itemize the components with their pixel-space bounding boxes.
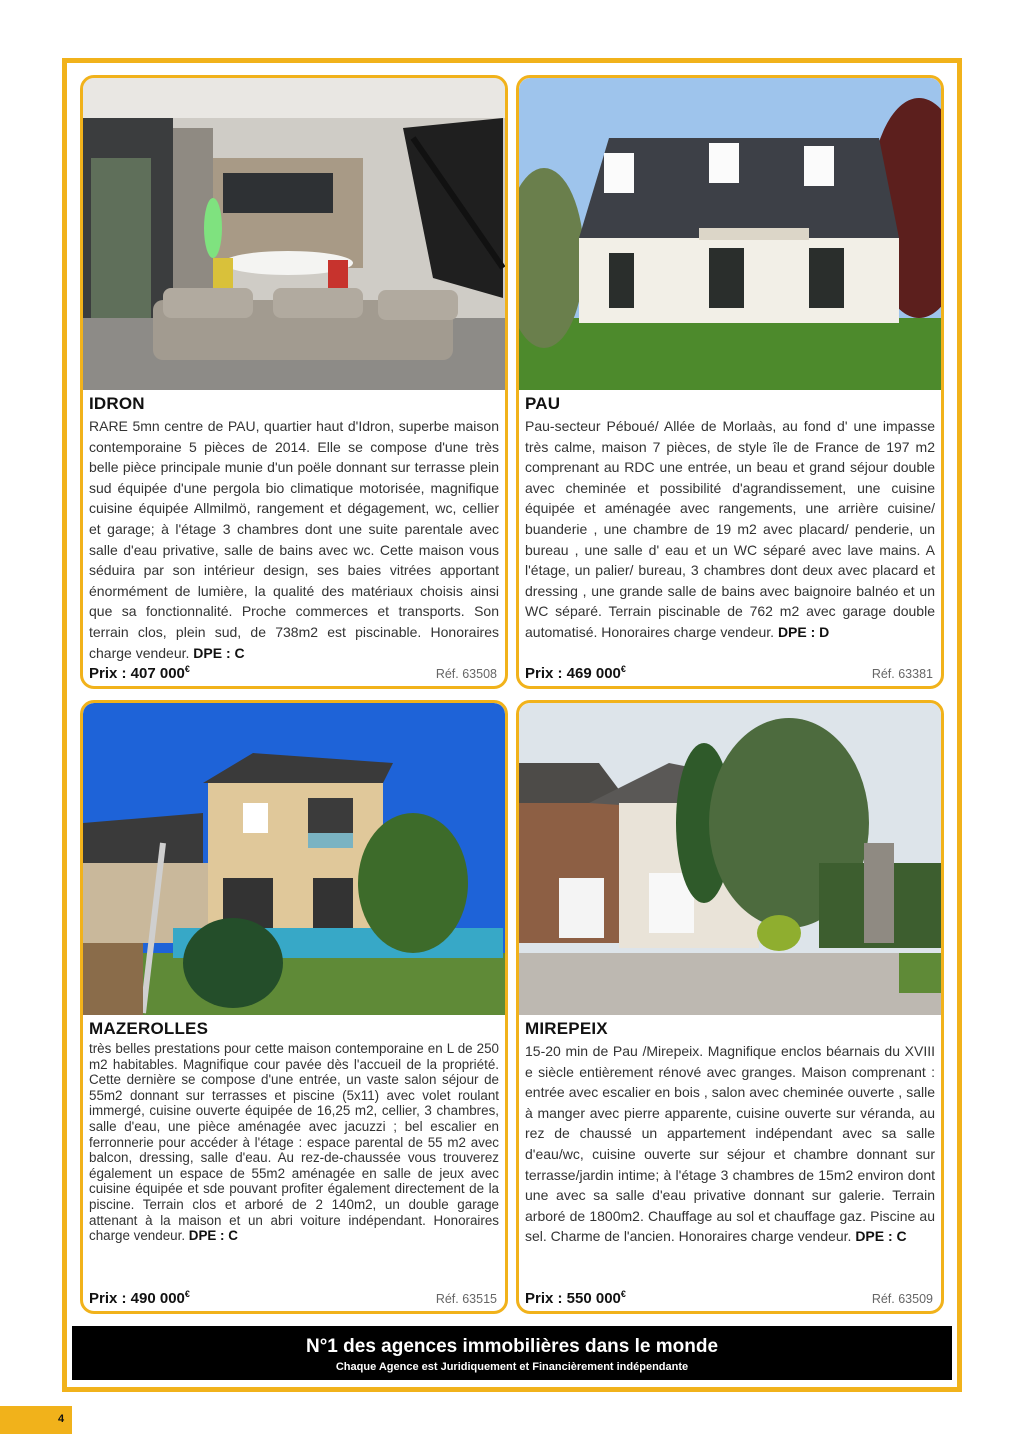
price: [89, 1289, 190, 1307]
listing-card-mazerolles[interactable]: [80, 700, 508, 1314]
footer-banner: [72, 1326, 952, 1380]
price: [89, 664, 190, 682]
price-value: Prix : 469 000: [525, 665, 621, 682]
listing-description: [525, 1041, 935, 1247]
footer-headline: N°1 des agences immobilières dans le monde: [305, 1336, 719, 1357]
description-text: RARE 5mn centre de PAU, quartier haut d'Idron, superbe maison contemporaine 5 pièces de 2014. Elle se compose d'une très belle pièce principale munie d'un poële donnant sur terrasse plein sud équipée d'une pergola bio climatique motorisée, magnifique cuisine équipée Allmilmö, rangement et dégagement, wc, cellier et garage; à l'étage 3 chambres dont une suite parentale avec salle d'eau privative, salle de bains avec wc. Cette maison vous séduira par son intérieur design, ses baies vitrées apportant énormément de lumière, la qualité des matériaux choisis ainsi que sa fonctionnalité. Proche commerces et transports. Son terrain clos, plein sud, de 738m2 est piscinable. Honoraires charge vendeur.: [89, 418, 499, 661]
price-value: Prix : 490 000: [89, 1290, 185, 1307]
listing-title: MAZEROLLES: [89, 1019, 209, 1038]
footer-subline: Chaque Agence est Juridiquement et Financièrement indépendante: [335, 1361, 689, 1373]
reference-number: Réf. 63509: [871, 1292, 933, 1306]
house-exterior-photo: [519, 78, 941, 390]
house-with-pool-photo: [83, 703, 505, 1015]
currency-symbol: €: [184, 1289, 190, 1299]
farmhouse-courtyard-photo: [519, 703, 941, 1015]
listing-title: IDRON: [89, 394, 145, 413]
reference-number: Réf. 63508: [435, 667, 497, 681]
price-value: Prix : 407 000: [89, 665, 185, 682]
listing-description: [89, 416, 499, 663]
currency-symbol: €: [620, 664, 626, 674]
currency-symbol: €: [184, 664, 190, 674]
page-number-tab: [0, 1406, 72, 1434]
description-text: très belles prestations pour cette maison contemporaine en L de 250 m2 habitables. Magnifique cour pavée dès l'accueil de la propriété. Cette dernière se compose d'une entrée, un vaste salon séjour de 55m2 donnant sur terrasses et piscine (5x11) avec volet roulant immergé, cuisine ouverte équipée de 16,25 m2, cellier, 3 chambres, salle d'eau, une pièce aménagée avec jacuzzi ; bel escalier en ferronnerie pour accéder à l'étage : espace parental de 55 m2 avec balcon, dressing, salle d'eau. Au rez-de-chaussée vous trouverez également un espace de 55m2 aménagée en salle de jeux avec cuisine équipée et sde pouvant profiter également directement de la piscine. Terrain clos et arboré de 2 140m2, un double garage attenant à la maison et un abri voiture indépendant. Honoraires charge vendeur.: [89, 1041, 499, 1244]
listing-card-pau[interactable]: [516, 75, 944, 689]
listing-title: PAU: [525, 394, 561, 413]
dpe-rating: DPE : C: [193, 644, 245, 661]
price-value: Prix : 550 000: [525, 1290, 621, 1307]
price: [525, 664, 626, 682]
listing-description: [89, 1041, 499, 1244]
dpe-rating: DPE : D: [777, 623, 830, 640]
interior-living-room-photo: [83, 78, 505, 390]
description-text: Pau-secteur Péboué/ Allée de Morlaàs, au fond d' une impasse très calme, maison 7 pièces, de style île de France de 197 m2 comprenant au RDC une entrée, un beau et grand séjour double avec cheminée et possibilité d'agrandissement, une cuisine équipée et aménagée avec rangements, une arrière cuisine/ buanderie , une chambre de 19 m2 avec placard/ penderie, un bureau , une salle d' eau et un WC séparé avec lave mains. A l'étage, un palier/ bureau, 3 chambres dont deux avec placard et dressing , une grande salle de bains avec baignoire balnéo et un WC séparé. Terrain piscinable de 762 m2 avec garage double automatisé. Honoraires charge vendeur.: [525, 418, 935, 640]
reference-number: Réf. 63381: [871, 667, 933, 681]
listing-card-idron[interactable]: [80, 75, 508, 689]
dpe-rating: DPE : C: [188, 1228, 238, 1244]
description-text: 15-20 min de Pau /Mirepeix. Magnifique enclos béarnais du XVIII e siècle entièrement rénové avec granges. Maison comprenant : entrée avec escalier en bois , salon avec cheminée ouverte , salle à manger avec pierre apparente, cuisine ouverte sur véranda, au rez de chaussé un appartement indépendant avec sa salle d'eau/wc, cuisine ouverte sur séjour et chambre donnant sur terrasse/jardin intime; à l'étage 3 chambres de 15m2 environ dont une avec sa salle d'eau privative donnant sur galerie. Terrain arboré de 1800m2. Chauffage au sol et chauffage gaz. Piscine au sel. Charme de l'ancien. Honoraires charge vendeur.: [525, 1043, 935, 1245]
listing-card-mirepeix[interactable]: [516, 700, 944, 1314]
page-number: 4: [58, 1413, 65, 1425]
currency-symbol: €: [620, 1289, 626, 1299]
price: [525, 1289, 626, 1307]
listing-description: [525, 416, 935, 643]
listing-title: MIREPEIX: [525, 1019, 608, 1038]
reference-number: Réf. 63515: [435, 1292, 497, 1306]
dpe-rating: DPE : C: [855, 1228, 907, 1245]
